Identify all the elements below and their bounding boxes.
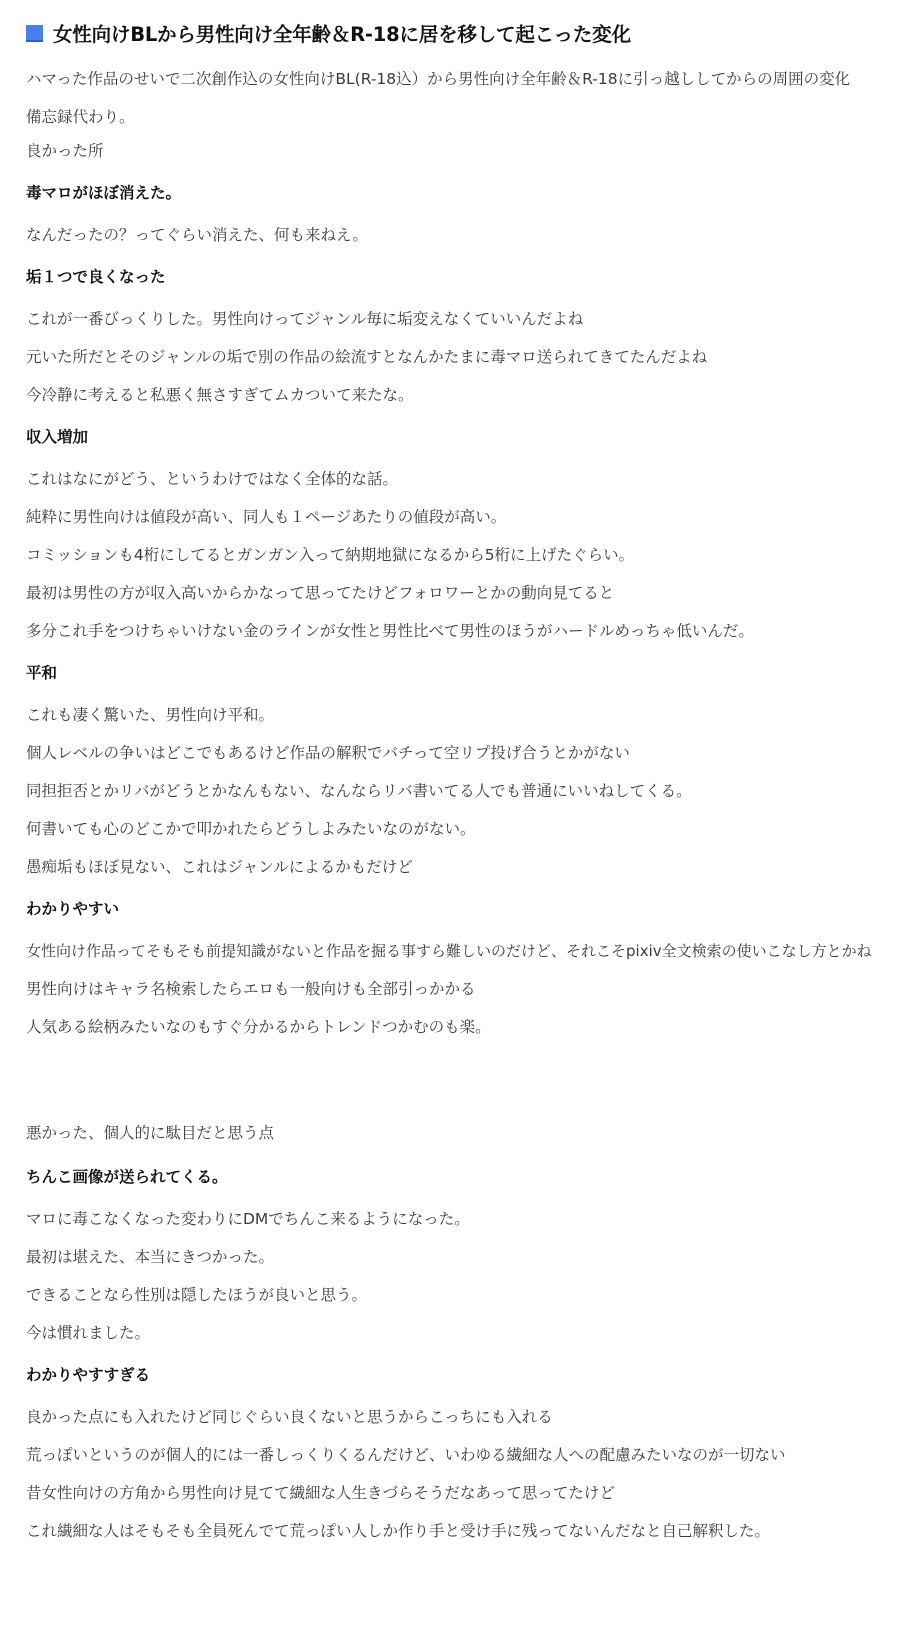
- section-heading: ちんこ画像が送られてくる。: [26, 1168, 228, 1186]
- body-line: 個人レベルの争いはどこでもあるけど作品の解釈でバチって空リプ投げ合うとかがない: [26, 744, 630, 762]
- body-line: 最初は男性の方が収入高いからかなって思ってたけどフォロワーとかの動向見てると: [26, 584, 615, 602]
- body-line: 荒っぽいというのが個人的には一番しっくりくるんだけど、いわゆる繊細な人への配慮みたいなのが一切ない: [26, 1446, 786, 1464]
- intro-line: 備忘録代わり。: [26, 108, 135, 126]
- body-line: できることなら性別は隠したほうが良いと思う。: [26, 1286, 368, 1304]
- bad-label: 悪かった、個人的に駄目だと思う点: [26, 1124, 275, 1142]
- section-heading: わかりやすすぎる: [26, 1366, 151, 1384]
- body-line: 愚痴垢もほぼ見ない、これはジャンルによるかもだけど: [26, 858, 413, 876]
- body-line: 同担拒否とかリバがどうとかなんもない、なんならリバ書いてる人でも普通にいいねしてくる。: [26, 782, 692, 800]
- good-label: 良かった所: [26, 142, 104, 160]
- section-heading: 収入増加: [26, 428, 89, 446]
- section-heading: 平和: [26, 664, 58, 682]
- spacer: [26, 1046, 903, 1112]
- body-line: 多分これ手をつけちゃいけない金のラインが女性と男性比べて男性のほうがハードルめっちゃ低いんだ。: [26, 622, 754, 640]
- body-line: これも凄く驚いた、男性向け平和。: [26, 706, 275, 724]
- heading-marker-icon: [26, 25, 43, 42]
- body-line: 昔女性向けの方角から男性向け見てて繊細な人生きづらそうだなあって思ってたけど: [26, 1484, 615, 1502]
- section-heading: 垢１つで良くなった: [26, 268, 166, 286]
- section-heading: 毒マロがほぼ消えた。: [26, 184, 182, 202]
- body-line: 元いた所だとそのジャンルの垢で別の作品の絵流すとなんかたまに毒マロ送られてきてたんだよね: [26, 348, 708, 366]
- body-line: 良かった点にも入れたけど同じぐらい良くないと思うからこっちにも入れる: [26, 1408, 553, 1426]
- section-heading: わかりやすい: [26, 900, 120, 918]
- body-line: 何書いても心のどこかで叩かれたらどうしよみたいなのがない。: [26, 820, 476, 838]
- body-line: 今冷静に考えると私悪く無さすぎてムカついて来たな。: [26, 386, 414, 404]
- page-title: 女性向けBLから男性向け全年齢＆R-18に居を移して起こった変化: [53, 23, 631, 46]
- body-line: これ繊細な人はそもそも全員死んでて荒っぽい人しか作り手と受け手に残ってないんだなと自己解釈した。: [26, 1522, 771, 1540]
- body-line: 人気ある絵柄みたいなのもすぐ分かるからトレンドつかむのも楽。: [26, 1018, 491, 1036]
- body-line: なんだったの？ってぐらい消えた、何も来ねえ。: [26, 226, 368, 244]
- body-line: 男性向けはキャラ名検索したらエロも一般向けも全部引っかかる: [26, 980, 476, 998]
- body-line: 最初は堪えた、本当にきつかった。: [26, 1248, 275, 1266]
- body-line: マロに毒こなくなった変わりにDMでちんこ来るようになった。: [26, 1210, 470, 1228]
- body-line: これが一番びっくりした。男性向けってジャンル毎に垢変えなくていいんだよね: [26, 310, 584, 328]
- body-line: 女性向け作品ってそもそも前提知識がないと作品を掘る事すら難しいのだけど、それこそpixiv全文検索の使いこなし方とかね: [26, 942, 872, 960]
- body-line: 純粋に男性向けは値段が高い、同人も１ページあたりの値段が高い。: [26, 508, 507, 526]
- body-line: 今は慣れました。: [26, 1324, 151, 1342]
- intro-line: ハマった作品のせいで二次創作込の女性向けBL(R-18込）から男性向け全年齢＆R-18に引っ越ししてからの周囲の変化: [26, 70, 851, 88]
- body-line: これはなにがどう、というわけではなく全体的な話。: [26, 470, 399, 488]
- body-line: コミッションも4桁にしてるとガンガン入って納期地獄になるから5桁に上げたぐらい。: [26, 546, 635, 564]
- title-row: [26, 14, 903, 52]
